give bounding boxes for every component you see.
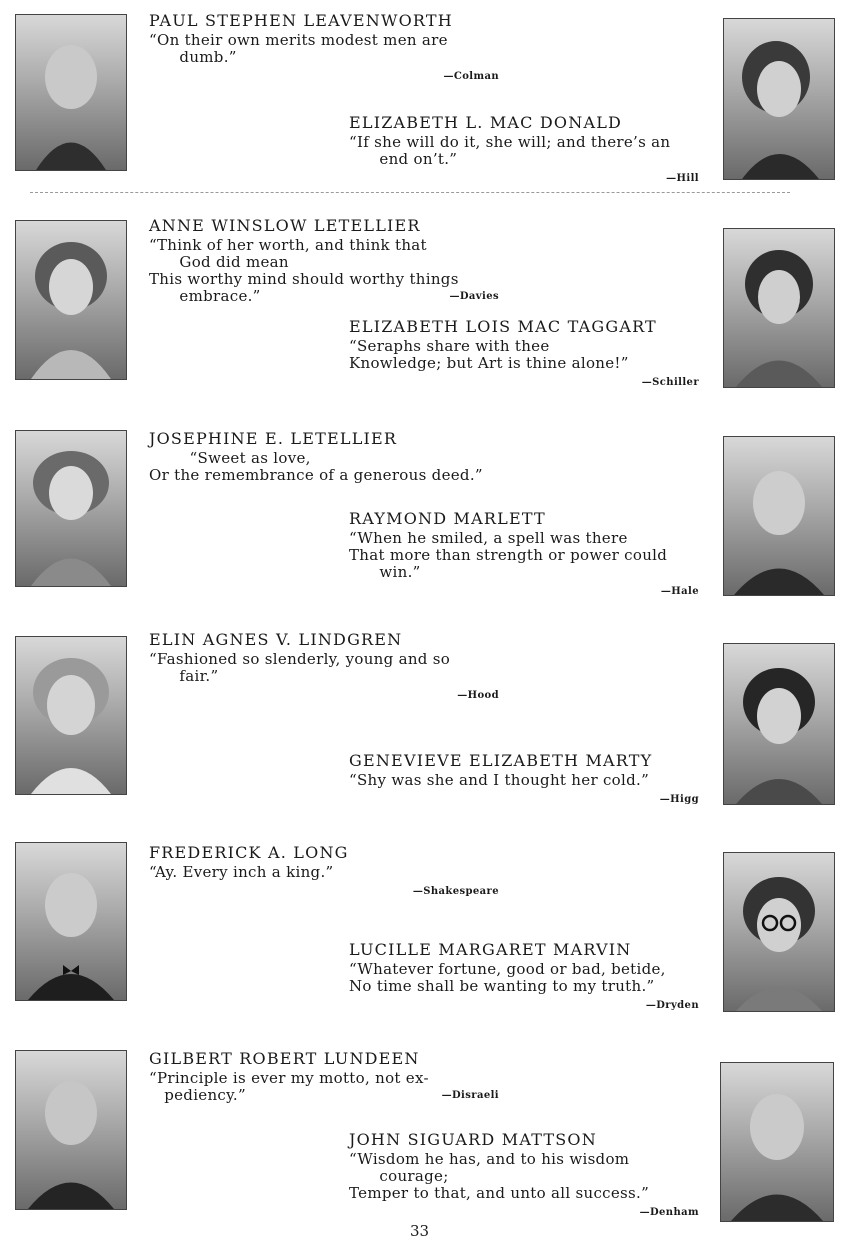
portrait-silhouette-icon <box>16 15 126 170</box>
portrait-silhouette-icon <box>16 843 126 1000</box>
entry-leavenworth <box>149 12 499 85</box>
student-name: JOHN SIGUARD MATTSON <box>349 1130 597 1149</box>
portrait-macdonald <box>723 18 835 180</box>
quote-author: —Denham <box>639 1207 699 1218</box>
student-name: GILBERT ROBERT LUNDEEN <box>149 1049 420 1068</box>
student-quote: “Ay. Every inch a king.” <box>149 863 334 881</box>
student-name: RAYMOND MARLETT <box>349 509 546 528</box>
student-quote: “Seraphs share with thee Knowledge; but Art is thine alone!” <box>349 337 629 372</box>
portrait-anne-letellier <box>15 220 127 380</box>
page-number: 33 <box>410 1222 430 1240</box>
quote-author: —Colman <box>443 71 499 82</box>
entry-lindgren <box>149 631 499 704</box>
row-divider <box>30 192 790 193</box>
entry-marlett <box>349 510 699 600</box>
entry-marty <box>349 752 699 808</box>
quote-author: —Shakespeare <box>412 886 499 897</box>
entry-lundeen <box>149 1050 499 1104</box>
entry-mactaggart <box>349 318 699 391</box>
student-quote: “Sweet as love, Or the remembrance of a generous deed.” <box>149 449 483 484</box>
student-name: ELIZABETH L. MAC DONALD <box>349 113 623 132</box>
quote-author: —Higg <box>659 794 699 805</box>
student-quote: “On their own merits modest men are dumb.” <box>149 31 448 66</box>
student-name: GENEVIEVE ELIZABETH MARTY <box>349 751 653 770</box>
student-quote: “Fashioned so slenderly, young and so fair.” <box>149 650 451 685</box>
student-quote: “When he smiled, a spell was there That more than strength or power could win.” <box>349 529 668 581</box>
quote-author: —Hill <box>666 173 699 184</box>
portrait-mactaggart <box>723 228 835 388</box>
quote-author: —Dryden <box>645 1000 699 1011</box>
student-quote: “If she will do it, she will; and there’s an end on’t.” <box>349 133 671 168</box>
portrait-silhouette-icon <box>724 853 834 1011</box>
student-name: LUCILLE MARGARET MARVIN <box>349 940 632 959</box>
student-name: PAUL STEPHEN LEAVENWORTH <box>149 11 453 30</box>
portrait-silhouette-icon <box>16 431 126 586</box>
portrait-silhouette-icon <box>16 637 126 794</box>
portrait-silhouette-icon <box>724 437 834 595</box>
portrait-lindgren <box>15 636 127 795</box>
student-quote: “Principle is ever my motto, not ex- pediency.” <box>149 1069 429 1104</box>
student-name: ELIZABETH LOIS MAC TAGGART <box>349 317 657 336</box>
entry-josephine-letellier <box>149 430 499 486</box>
portrait-silhouette-icon <box>724 229 834 387</box>
student-name: ANNE WINSLOW LETELLIER <box>149 216 421 235</box>
portrait-silhouette-icon <box>16 1051 126 1209</box>
quote-author: —Schiller <box>641 377 699 388</box>
portrait-silhouette-icon <box>724 644 834 804</box>
portrait-silhouette-icon <box>721 1063 833 1221</box>
student-quote: “Wisdom he has, and to his wisdom courage; Temper to that, and unto all success.” <box>349 1150 650 1202</box>
student-name: FREDERICK A. LONG <box>149 843 349 862</box>
portrait-silhouette-icon <box>16 221 126 379</box>
entry-long <box>149 844 499 900</box>
student-quote: “Shy was she and I thought her cold.” <box>349 771 650 789</box>
quote-author: —Davies <box>449 291 499 302</box>
student-quote: “Think of her worth, and think that God did mean This worthy mind should worthy things embrace.” <box>149 236 459 305</box>
entry-marvin <box>349 941 699 1014</box>
student-name: ELIN AGNES V. LINDGREN <box>149 630 403 649</box>
portrait-long <box>15 842 127 1001</box>
portrait-marlett <box>723 436 835 596</box>
student-quote: “Whatever fortune, good or bad, betide, No time shall be wanting to my truth.” <box>349 960 666 995</box>
entry-macdonald <box>349 114 699 187</box>
portrait-lundeen <box>15 1050 127 1210</box>
portrait-silhouette-icon <box>724 19 834 179</box>
quote-author: —Hale <box>660 586 699 597</box>
quote-author: —Disraeli <box>441 1090 499 1101</box>
entry-anne-letellier <box>149 217 499 305</box>
student-name: JOSEPHINE E. LETELLIER <box>149 429 398 448</box>
portrait-marty <box>723 643 835 805</box>
portrait-josephine-letellier <box>15 430 127 587</box>
portrait-leavenworth <box>15 14 127 171</box>
portrait-marvin <box>723 852 835 1012</box>
quote-author: —Hood <box>457 690 499 701</box>
entry-mattson <box>349 1131 699 1221</box>
portrait-mattson <box>720 1062 834 1222</box>
